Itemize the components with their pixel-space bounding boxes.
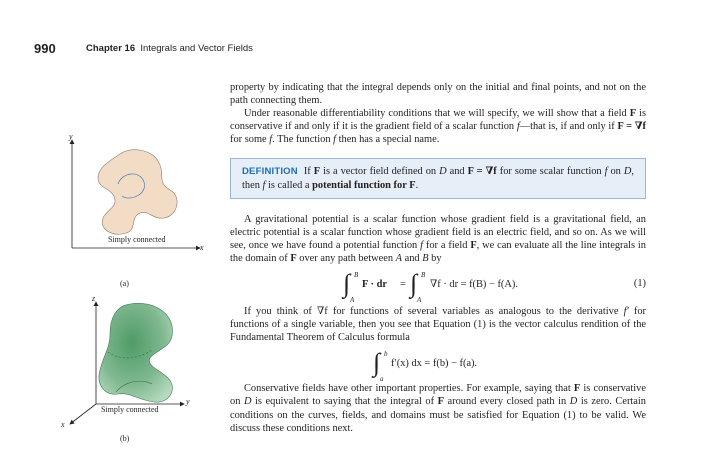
eq1-integral-sign-2: ∫ [410, 269, 418, 299]
p2-text-a: Under reasonable differentiability conditions that we will specify, we will show that a field [244, 108, 630, 120]
definition-box [230, 158, 646, 198]
paragraph-5 [230, 382, 646, 434]
figure-b-y-label: y [186, 397, 190, 406]
p2-text-e: . The function [272, 134, 334, 146]
def-text-a: If [303, 166, 314, 178]
p3-text-c: , we can evaluate all the line integrals in the domain of [230, 239, 646, 264]
p3-text-a: A gravitational potential is a scalar function whose gradient field is a gravitational field, an electric potential is a scalar function whose gradient field is an electric field, and so on. As we will see, once we have found a potential function [230, 213, 646, 251]
figure-a-y-label: y [69, 132, 73, 141]
p5-text-d: around every closed path in [443, 396, 570, 408]
def-text-c: and [446, 166, 468, 178]
paragraph-4 [230, 305, 646, 344]
p3-text-d: over any path between [296, 252, 396, 264]
p2-text-g: then has a special name. [336, 134, 440, 146]
eq1-left-integrand: F · dr [362, 279, 388, 291]
def-text-b: is a vector field defined on [320, 166, 440, 178]
def-domain-D-2: D [623, 166, 632, 178]
figure-b-x-label: x [61, 420, 65, 429]
eq1-upper-limit-2: B [421, 271, 426, 280]
eq1-upper-limit-1: B [354, 271, 359, 280]
p2-text-b: is conservative if and only if it is the gradient field of a scalar function [230, 108, 646, 133]
p2-text-d: for some [230, 134, 270, 146]
p4-derivative-f: f′ [623, 306, 629, 318]
def-text-e: on [607, 166, 624, 178]
def-text-g: , then [242, 166, 634, 191]
p4-gradient-f: ∇f [317, 306, 328, 318]
eq1-integral-sign-1: ∫ [343, 269, 351, 299]
figure-a-x-label: x [200, 243, 204, 252]
p2-function-f-2: f [269, 134, 273, 146]
def-function-f-2: f [262, 179, 266, 191]
p3-function-f: f [420, 239, 423, 251]
def-domain-D: D [439, 166, 447, 178]
eq2-lower-limit: a [380, 375, 384, 384]
def-text-end: . [415, 179, 419, 191]
p2-function-f-3: f [333, 134, 337, 146]
eq1-number: (1) [633, 278, 646, 290]
chapter-label: Chapter 16 [86, 43, 136, 54]
eq1-lower-limit-1: A [350, 296, 355, 305]
definition-label: DEFINITION [242, 166, 298, 178]
eq2-upper-limit: b [384, 350, 388, 359]
figure-b-region-label: Simply connected [101, 405, 159, 414]
def-term-potential-function: potential function for F [312, 179, 416, 191]
p3-vector-F-2: F [290, 252, 297, 264]
figure-a-region [98, 150, 177, 234]
paragraph-3 [230, 213, 646, 265]
p3-text-b: for a field [423, 239, 471, 251]
eq2-body: f′(x) dx = f(b) − f(a). [391, 358, 478, 370]
p5-domain-D-2: D [569, 396, 578, 408]
p3-text-e: and [402, 252, 423, 264]
figure-a-caption: (a) [120, 279, 129, 288]
figure-a-region-label: Simply connected [108, 235, 166, 244]
p5-vector-F-2: F [437, 396, 444, 408]
body-text [230, 81, 646, 435]
p5-vector-F: F [573, 383, 581, 395]
eq1-lower-limit-2: A [417, 296, 422, 305]
figure-b-solid [99, 303, 173, 402]
p5-domain-D: D [243, 396, 252, 408]
p4-text-a: If you think of [244, 306, 318, 318]
p4-text-b: for functions of several variables as analogous to the derivative [327, 306, 624, 318]
eq1-equals: = [400, 279, 406, 291]
figure-b-caption: (b) [120, 434, 130, 443]
def-gradient-equation: F = ∇f [467, 166, 497, 178]
chapter-title: Integrals and Vector Fields [140, 43, 253, 54]
p2-gradient-equation: F = ∇f [617, 121, 646, 133]
p2-text-c: —that is, if and only if [519, 121, 618, 133]
p5-text-a: Conservative fields have other important properties. For example, saying that [244, 383, 574, 395]
p5-text-b: is conservative on [230, 383, 646, 408]
p5-text-e: is zero. Certain conditions on the curves, fields, and domains must be satisfied for Equation (1) to be valid. We discuss these conditions next. [230, 396, 646, 434]
equation-2 [230, 344, 646, 382]
p4-text-c: for functions of a single variable, then you see that Equation (1) is the vector calculus rendition of the Fundamental Theorem of Calculus formula [230, 306, 647, 344]
figure-b-z-label: z [92, 294, 96, 303]
p3-text-g: by [428, 252, 442, 264]
running-head [86, 43, 253, 54]
p2-vector-F: F [629, 108, 637, 120]
eq1-right-side: ∇f · dr = f(B) − f(A). [430, 279, 518, 291]
equation-1 [230, 265, 646, 305]
paragraph-1: property by indicating that the integral depends only on the initial and final points, and not on the path connecting them. [230, 82, 646, 107]
figure-b-x-axis-line [70, 404, 96, 424]
eq2-integral-sign: ∫ [373, 348, 381, 378]
page-number: 990 [34, 41, 56, 56]
p2-function-f: f [516, 121, 520, 133]
p3-point-B: B [422, 252, 429, 264]
def-function-f: f [604, 166, 608, 178]
p3-vector-F: F [470, 239, 477, 251]
paragraph-2 [230, 107, 646, 146]
def-text-d: for some scalar function [496, 166, 605, 178]
def-vector-F: F [313, 166, 321, 178]
p5-text-c: is equivalent to saying that the integral of [251, 396, 438, 408]
p3-point-A: A [395, 252, 402, 264]
def-text-h: is called a [265, 179, 313, 191]
